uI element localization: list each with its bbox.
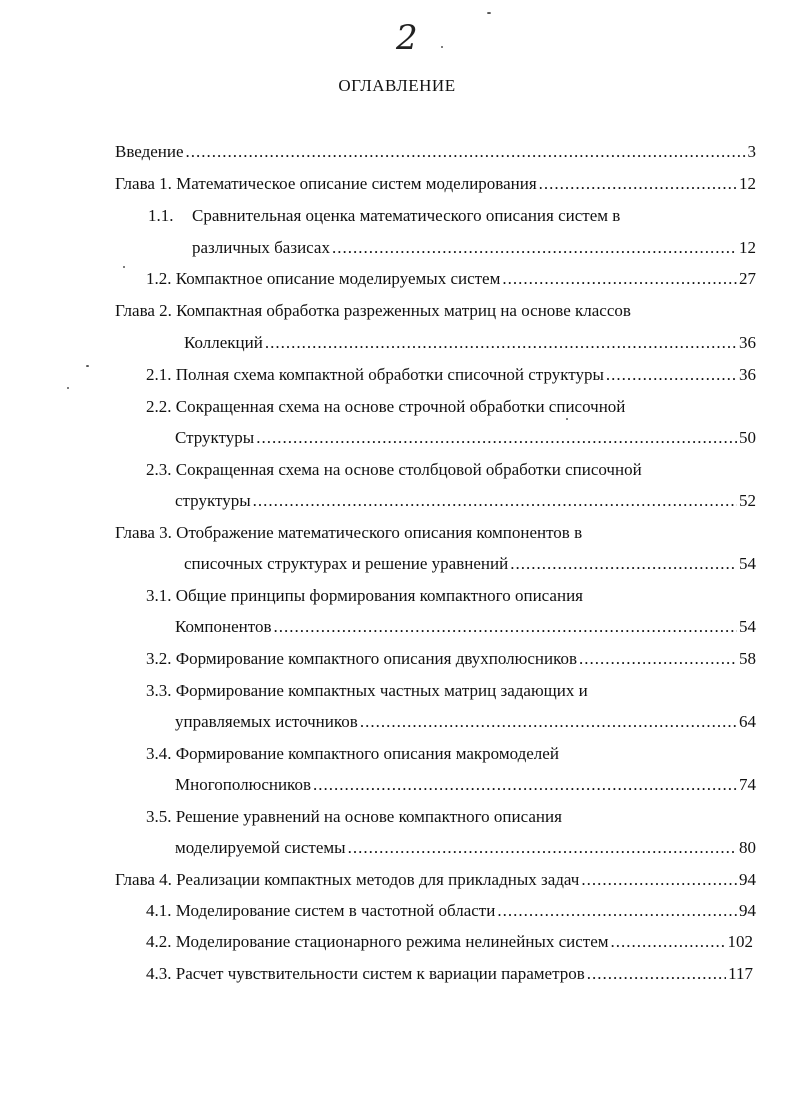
toc-entry-1-2: [146, 268, 756, 290]
toc-entry-text: 3.2. Формирование компактного описания двухполюсников: [146, 649, 578, 668]
toc-page-number: 102: [727, 932, 753, 951]
toc-page-number: 94: [739, 870, 756, 889]
toc-entry-intro: [115, 141, 756, 163]
scan-speck: [86, 365, 89, 367]
toc-entry-chapter-3: [184, 553, 756, 575]
toc-entry-text: моделируемой системы: [175, 838, 346, 857]
toc-entry-2-3: [175, 490, 756, 512]
toc-page-number: 52: [739, 491, 756, 510]
toc-page-number: 27: [739, 269, 756, 288]
toc-page-number: 36: [739, 333, 756, 352]
toc-entry-text: списочных структурах и решение уравнений: [184, 554, 509, 573]
toc-entry-chapter-1: [115, 173, 756, 195]
scan-speck: [487, 12, 491, 14]
toc-entry-text: различных базисах: [192, 238, 330, 257]
dot-leader: [313, 774, 737, 796]
dot-leader: [348, 837, 737, 859]
toc-entry-text: Коллекций: [184, 333, 263, 352]
toc-entry-text: 4.2. Моделирование стационарного режима нелинейных систем: [146, 932, 609, 951]
toc-entry-text: 4.1. Моделирование систем в частотной области: [146, 901, 496, 920]
toc-page-number: 54: [739, 617, 756, 636]
toc-entry-text: Структуры: [175, 428, 255, 447]
page-title: ОГЛАВЛЕНИЕ: [338, 76, 456, 95]
dot-leader: [265, 332, 737, 354]
dot-leader: [581, 869, 737, 891]
toc-entry-3-4: [175, 774, 756, 796]
toc-page-number: 117: [728, 964, 753, 983]
toc-page-number: 74: [739, 775, 756, 794]
toc-entry-4-2: [146, 931, 753, 953]
toc-entry-chapter-2-line1: Глава 2. Компактная обработка разреженных матриц на основе классов: [115, 301, 631, 320]
dot-leader: [502, 268, 737, 290]
toc-page-number: 12: [739, 174, 756, 193]
toc-entry-text: структуры: [175, 491, 251, 510]
toc-entry-3-1-line1: 3.1. Общие принципы формирования компактного описания: [146, 586, 583, 605]
toc-entry-text: Глава 4. Реализации компактных методов для прикладных задач: [115, 870, 580, 889]
dot-leader: [606, 364, 737, 386]
toc-page-number: 50: [739, 428, 756, 447]
toc-entry-2-1: [146, 364, 756, 386]
toc-entry-3-5: [175, 837, 756, 859]
toc-entry-text: 4.3. Расчет чувствительности систем к вариации параметров: [146, 964, 585, 983]
dot-leader: [587, 963, 726, 985]
toc-entry-4-1: [146, 900, 756, 922]
scan-speck: [566, 418, 568, 420]
dot-leader: [332, 237, 737, 259]
toc-entry-1-1-line1: Сравнительная оценка математического описания систем в: [192, 206, 621, 225]
toc-entry-text: Компонентов: [175, 617, 272, 636]
toc-page-number: 94: [739, 901, 756, 920]
toc-page-number: 80: [739, 838, 756, 857]
toc-entry-chapter-2: [184, 332, 756, 354]
toc-entry-3-3: [175, 711, 756, 733]
toc-entry-text: Введение: [115, 142, 184, 161]
toc-entry-3-2: [146, 648, 756, 670]
toc-entry-2-3-line1: 2.3. Сокращенная схема на основе столбцовой обработки списочной: [146, 460, 642, 479]
toc-page-number: 54: [739, 554, 756, 573]
scan-speck: [123, 266, 125, 268]
toc-entry-3-4-line1: 3.4. Формирование компактного описания макромоделей: [146, 744, 559, 763]
toc-entry-1-1-number: 1.1.: [148, 206, 174, 225]
toc-entry-3-1: [175, 616, 756, 638]
dot-leader: [274, 616, 738, 638]
toc-entry-chapter-3-line1: Глава 3. Отображение математического описания компонентов в: [115, 523, 583, 542]
dot-leader: [256, 427, 737, 449]
scan-speck: [67, 387, 69, 389]
handwritten-page-number: 2: [396, 18, 418, 58]
toc-page-number: 12: [739, 238, 756, 257]
toc-entry-1-1: [192, 237, 756, 259]
toc-page-number: 36: [739, 365, 756, 384]
toc-entry-3-5-line1: 3.5. Решение уравнений на основе компактного описания: [146, 807, 562, 826]
dot-leader: [539, 173, 737, 195]
toc-entry-4-3: [146, 963, 753, 985]
toc-page-number: 58: [739, 649, 756, 668]
toc-entry-chapter-4: [115, 869, 756, 891]
toc-entry-text: 1.2. Компактное описание моделируемых систем: [146, 269, 501, 288]
scan-speck: [441, 46, 443, 48]
dot-leader: [497, 900, 737, 922]
dot-leader: [579, 648, 737, 670]
toc-page-number: 64: [739, 712, 756, 731]
toc-entry-2-2: [175, 427, 756, 449]
toc-entry-text: Многополюсников: [175, 775, 311, 794]
toc-entry-text: 2.1. Полная схема компактной обработки списочной структуры: [146, 365, 604, 384]
toc-page-number: 3: [747, 142, 756, 161]
dot-leader: [611, 931, 726, 953]
toc-entry-text: Глава 1. Математическое описание систем моделирования: [115, 174, 537, 193]
dot-leader: [360, 711, 737, 733]
dot-leader: [186, 141, 746, 163]
toc-entry-3-3-line1: 3.3. Формирование компактных частных матриц задающих и: [146, 681, 588, 700]
dot-leader: [510, 553, 737, 575]
dot-leader: [253, 490, 737, 512]
toc-entry-text: управляемых источников: [175, 712, 358, 731]
toc-entry-2-2-line1: 2.2. Сокращенная схема на основе строчной обработки списочной: [146, 397, 626, 416]
